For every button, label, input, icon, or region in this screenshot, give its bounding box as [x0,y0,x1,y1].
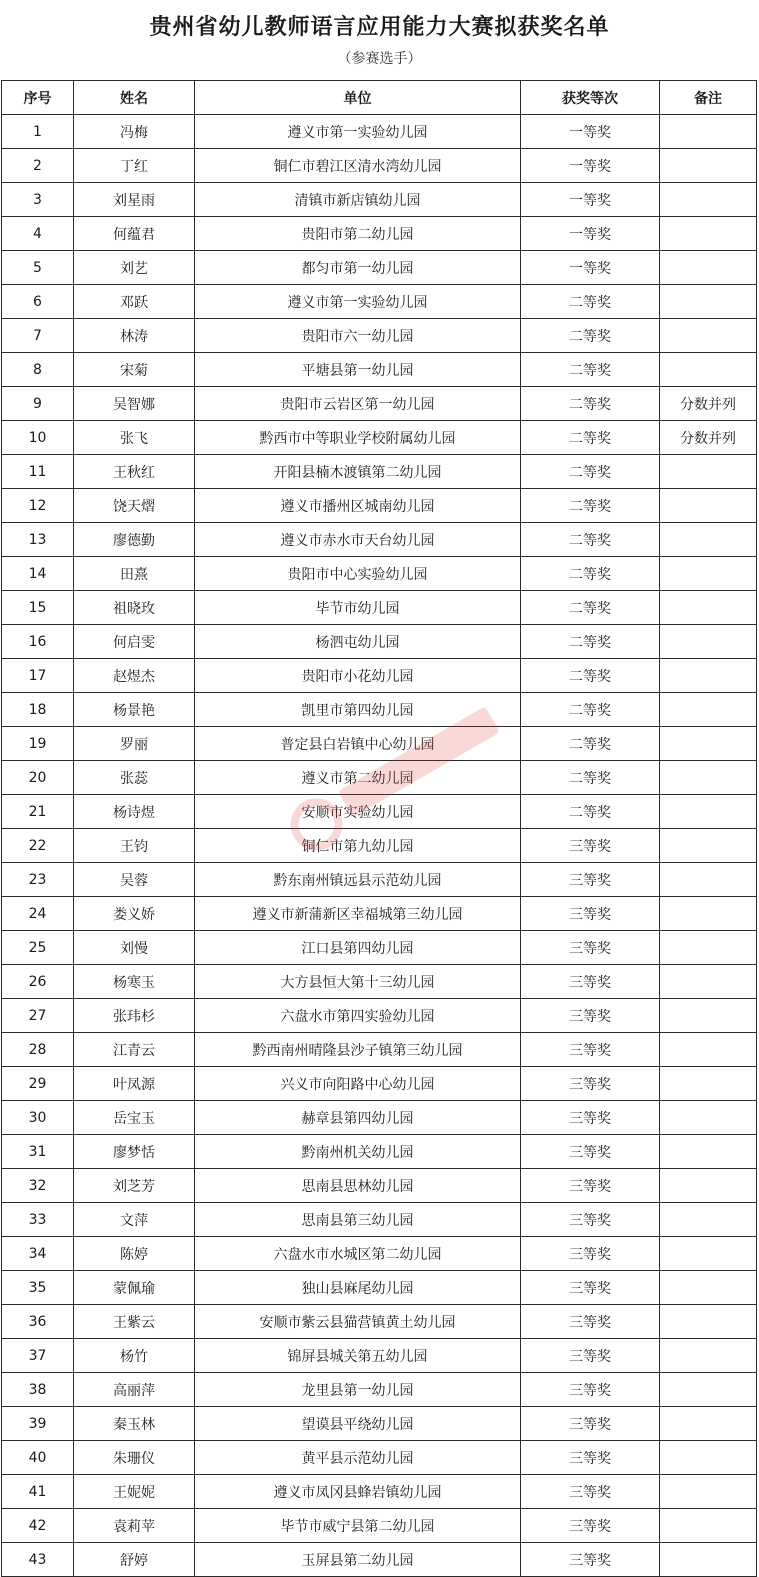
table-row [2,965,757,999]
cell-remark [660,1373,757,1407]
table-row [2,319,757,353]
cell-unit: 开阳县楠木渡镇第二幼儿园 [195,455,521,489]
cell-unit: 贵阳市第二幼儿园 [195,217,521,251]
cell-number: 13 [2,523,74,557]
column-header-unit: 单位 [195,81,521,115]
cell-name: 林涛 [74,319,195,353]
cell-award: 二等奖 [521,693,660,727]
cell-award: 三等奖 [521,999,660,1033]
cell-remark [660,285,757,319]
cell-unit: 黔南州机关幼儿园 [195,1135,521,1169]
cell-remark [660,1509,757,1543]
cell-award: 三等奖 [521,897,660,931]
cell-award: 二等奖 [521,387,660,421]
cell-unit: 独山县麻尾幼儿园 [195,1271,521,1305]
cell-award: 三等奖 [521,1033,660,1067]
cell-name: 张玮杉 [74,999,195,1033]
cell-name: 叶凤源 [74,1067,195,1101]
cell-number: 35 [2,1271,74,1305]
table-row [2,421,757,455]
cell-unit: 杨泗屯幼儿园 [195,625,521,659]
cell-remark [660,999,757,1033]
table-row [2,1475,757,1509]
cell-remark [660,1135,757,1169]
page-subtitle: （参赛选手） [337,51,422,67]
cell-unit: 清镇市新店镇幼儿园 [195,183,521,217]
cell-number: 4 [2,217,74,251]
cell-award: 三等奖 [521,1305,660,1339]
table-row [2,1407,757,1441]
table-row [2,1203,757,1237]
cell-number: 33 [2,1203,74,1237]
cell-name: 朱珊仪 [74,1441,195,1475]
table-row [2,489,757,523]
cell-number: 10 [2,421,74,455]
cell-award: 三等奖 [521,1475,660,1509]
cell-number: 28 [2,1033,74,1067]
cell-name: 丁红 [74,149,195,183]
cell-number: 9 [2,387,74,421]
cell-award: 二等奖 [521,727,660,761]
cell-award: 三等奖 [521,1135,660,1169]
column-header-award: 获奖等次 [521,81,660,115]
cell-name: 刘艺 [74,251,195,285]
column-header-remark: 备注 [660,81,757,115]
cell-number: 32 [2,1169,74,1203]
cell-award: 三等奖 [521,1543,660,1577]
cell-number: 18 [2,693,74,727]
cell-number: 38 [2,1373,74,1407]
cell-award: 三等奖 [521,1373,660,1407]
cell-award: 三等奖 [521,1339,660,1373]
cell-remark [660,829,757,863]
cell-award: 二等奖 [521,489,660,523]
cell-number: 17 [2,659,74,693]
cell-unit: 遵义市凤冈县蜂岩镇幼儿园 [195,1475,521,1509]
cell-unit: 遵义市播州区城南幼儿园 [195,489,521,523]
cell-name: 杨寒玉 [74,965,195,999]
cell-name: 刘慢 [74,931,195,965]
cell-name: 蒙佩瑜 [74,1271,195,1305]
table-row [2,1033,757,1067]
table-row [2,1305,757,1339]
table-row [2,829,757,863]
award-list-table [1,80,757,1577]
table-row [2,1373,757,1407]
cell-name: 娄义娇 [74,897,195,931]
cell-award: 一等奖 [521,217,660,251]
cell-number: 31 [2,1135,74,1169]
table-row [2,523,757,557]
cell-number: 26 [2,965,74,999]
cell-remark [660,217,757,251]
cell-unit: 黔西市中等职业学校附属幼儿园 [195,421,521,455]
cell-name: 秦玉林 [74,1407,195,1441]
cell-award: 一等奖 [521,251,660,285]
cell-award: 三等奖 [521,1441,660,1475]
cell-award: 三等奖 [521,1203,660,1237]
cell-name: 吴蓉 [74,863,195,897]
cell-award: 二等奖 [521,557,660,591]
cell-unit: 普定县白岩镇中心幼儿园 [195,727,521,761]
cell-unit: 贵阳市六一幼儿园 [195,319,521,353]
table-row [2,353,757,387]
cell-remark [660,1339,757,1373]
cell-award: 一等奖 [521,183,660,217]
cell-award: 三等奖 [521,965,660,999]
table-row [2,217,757,251]
table-row [2,999,757,1033]
cell-unit: 都匀市第一幼儿园 [195,251,521,285]
cell-remark [660,353,757,387]
cell-name: 江青云 [74,1033,195,1067]
cell-award: 三等奖 [521,1509,660,1543]
cell-number: 36 [2,1305,74,1339]
table-row [2,149,757,183]
cell-number: 23 [2,863,74,897]
cell-award: 二等奖 [521,455,660,489]
cell-award: 二等奖 [521,319,660,353]
table-row [2,727,757,761]
cell-remark [660,149,757,183]
cell-name: 冯梅 [74,115,195,149]
cell-name: 刘星雨 [74,183,195,217]
table-row [2,455,757,489]
cell-number: 39 [2,1407,74,1441]
cell-remark [660,1543,757,1577]
table-row [2,557,757,591]
cell-unit: 黔西南州晴隆县沙子镇第三幼儿园 [195,1033,521,1067]
cell-award: 三等奖 [521,1101,660,1135]
cell-award: 二等奖 [521,795,660,829]
cell-unit: 铜仁市第九幼儿园 [195,829,521,863]
cell-name: 罗丽 [74,727,195,761]
cell-remark [660,693,757,727]
table-row [2,387,757,421]
cell-name: 杨竹 [74,1339,195,1373]
cell-name: 舒婷 [74,1543,195,1577]
cell-number: 1 [2,115,74,149]
cell-unit: 锦屏县城关第五幼儿园 [195,1339,521,1373]
page-title: 贵州省幼儿教师语言应用能力大赛拟获奖名单 [149,15,610,40]
cell-number: 20 [2,761,74,795]
cell-remark [660,1067,757,1101]
cell-number: 8 [2,353,74,387]
cell-name: 岳宝玉 [74,1101,195,1135]
cell-name: 高丽萍 [74,1373,195,1407]
cell-name: 祖晓玫 [74,591,195,625]
cell-name: 何启雯 [74,625,195,659]
table-row [2,625,757,659]
cell-name: 文萍 [74,1203,195,1237]
cell-name: 杨诗煜 [74,795,195,829]
table-row [2,761,757,795]
table-row [2,1543,757,1577]
table-row [2,897,757,931]
cell-number: 5 [2,251,74,285]
table-row [2,1509,757,1543]
cell-unit: 遵义市第二幼儿园 [195,761,521,795]
cell-unit: 遵义市新蒲新区幸福城第三幼儿园 [195,897,521,931]
cell-number: 41 [2,1475,74,1509]
column-header-name: 姓名 [74,81,195,115]
cell-remark [660,931,757,965]
cell-remark [660,1441,757,1475]
cell-name: 刘芝芳 [74,1169,195,1203]
cell-name: 陈婷 [74,1237,195,1271]
cell-number: 37 [2,1339,74,1373]
cell-name: 王妮妮 [74,1475,195,1509]
cell-unit: 遵义市第一实验幼儿园 [195,115,521,149]
cell-unit: 凯里市第四幼儿园 [195,693,521,727]
cell-unit: 大方县恒大第十三幼儿园 [195,965,521,999]
cell-award: 二等奖 [521,659,660,693]
cell-number: 27 [2,999,74,1033]
cell-unit: 思南县思林幼儿园 [195,1169,521,1203]
cell-number: 2 [2,149,74,183]
cell-remark [660,523,757,557]
cell-remark [660,625,757,659]
cell-unit: 江口县第四幼儿园 [195,931,521,965]
cell-award: 二等奖 [521,625,660,659]
cell-name: 杨景艳 [74,693,195,727]
cell-unit: 铜仁市碧江区清水湾幼儿园 [195,149,521,183]
cell-remark: 分数并列 [660,387,757,421]
cell-number: 3 [2,183,74,217]
cell-unit: 安顺市实验幼儿园 [195,795,521,829]
cell-unit: 黄平县示范幼儿园 [195,1441,521,1475]
cell-number: 11 [2,455,74,489]
cell-number: 29 [2,1067,74,1101]
cell-name: 王钧 [74,829,195,863]
cell-name: 张飞 [74,421,195,455]
cell-award: 二等奖 [521,285,660,319]
cell-award: 三等奖 [521,863,660,897]
cell-unit: 六盘水市第四实验幼儿园 [195,999,521,1033]
cell-name: 张蕊 [74,761,195,795]
cell-remark [660,115,757,149]
cell-number: 6 [2,285,74,319]
cell-unit: 贵阳市中心实验幼儿园 [195,557,521,591]
cell-unit: 赫章县第四幼儿园 [195,1101,521,1135]
cell-remark [660,965,757,999]
cell-unit: 兴义市向阳路中心幼儿园 [195,1067,521,1101]
table-body [2,115,757,1577]
cell-name: 王紫云 [74,1305,195,1339]
cell-unit: 毕节市威宁县第二幼儿园 [195,1509,521,1543]
table-row [2,863,757,897]
table-row [2,285,757,319]
cell-award: 三等奖 [521,1237,660,1271]
cell-number: 14 [2,557,74,591]
cell-unit: 安顺市紫云县猫营镇黄土幼儿园 [195,1305,521,1339]
cell-remark [660,659,757,693]
table-row [2,1441,757,1475]
table-row [2,251,757,285]
cell-remark [660,1101,757,1135]
cell-number: 21 [2,795,74,829]
cell-number: 12 [2,489,74,523]
cell-name: 何蕴君 [74,217,195,251]
cell-award: 三等奖 [521,931,660,965]
cell-remark [660,761,757,795]
cell-award: 三等奖 [521,1271,660,1305]
cell-number: 25 [2,931,74,965]
cell-award: 三等奖 [521,829,660,863]
table-row [2,591,757,625]
table-row [2,1135,757,1169]
cell-name: 宋菊 [74,353,195,387]
cell-award: 二等奖 [521,353,660,387]
table-header-row [2,81,757,115]
cell-name: 袁莉苹 [74,1509,195,1543]
table-row [2,1067,757,1101]
cell-remark [660,1033,757,1067]
cell-name: 廖德勤 [74,523,195,557]
cell-award: 二等奖 [521,523,660,557]
table-row [2,693,757,727]
cell-number: 22 [2,829,74,863]
column-header-number: 序号 [2,81,74,115]
cell-remark [660,795,757,829]
cell-number: 15 [2,591,74,625]
cell-unit: 毕节市幼儿园 [195,591,521,625]
cell-name: 饶天熠 [74,489,195,523]
table-row [2,1169,757,1203]
cell-unit: 龙里县第一幼儿园 [195,1373,521,1407]
cell-unit: 思南县第三幼儿园 [195,1203,521,1237]
cell-unit: 贵阳市小花幼儿园 [195,659,521,693]
cell-award: 二等奖 [521,421,660,455]
cell-number: 30 [2,1101,74,1135]
cell-award: 二等奖 [521,591,660,625]
cell-number: 40 [2,1441,74,1475]
cell-remark [660,897,757,931]
cell-remark [660,489,757,523]
cell-remark [660,1203,757,1237]
cell-unit: 贵阳市云岩区第一幼儿园 [195,387,521,421]
cell-number: 43 [2,1543,74,1577]
cell-unit: 玉屏县第二幼儿园 [195,1543,521,1577]
cell-remark [660,1169,757,1203]
cell-remark [660,1475,757,1509]
cell-unit: 遵义市第一实验幼儿园 [195,285,521,319]
cell-remark [660,557,757,591]
table-row [2,183,757,217]
table-row [2,115,757,149]
cell-unit: 黔东南州镇远县示范幼儿园 [195,863,521,897]
cell-number: 24 [2,897,74,931]
cell-name: 田熹 [74,557,195,591]
cell-award: 三等奖 [521,1407,660,1441]
table-row [2,1271,757,1305]
cell-number: 34 [2,1237,74,1271]
cell-award: 一等奖 [521,115,660,149]
cell-remark: 分数并列 [660,421,757,455]
document-header [0,0,759,80]
cell-remark [660,183,757,217]
cell-name: 赵煜杰 [74,659,195,693]
table-row [2,795,757,829]
cell-award: 一等奖 [521,149,660,183]
table-row [2,1101,757,1135]
cell-remark [660,455,757,489]
cell-number: 19 [2,727,74,761]
cell-number: 7 [2,319,74,353]
cell-unit: 平塘县第一幼儿园 [195,353,521,387]
cell-unit: 望谟县平绕幼儿园 [195,1407,521,1441]
cell-remark [660,1237,757,1271]
cell-remark [660,1271,757,1305]
cell-award: 三等奖 [521,1067,660,1101]
cell-number: 16 [2,625,74,659]
cell-name: 王秋红 [74,455,195,489]
cell-unit: 遵义市赤水市天台幼儿园 [195,523,521,557]
table-row [2,1339,757,1373]
cell-remark [660,591,757,625]
cell-name: 邓跃 [74,285,195,319]
cell-remark [660,863,757,897]
cell-name: 廖梦恬 [74,1135,195,1169]
cell-remark [660,1407,757,1441]
cell-unit: 六盘水市水城区第二幼儿园 [195,1237,521,1271]
cell-award: 三等奖 [521,1169,660,1203]
table-row [2,1237,757,1271]
cell-award: 二等奖 [521,761,660,795]
cell-remark [660,727,757,761]
cell-name: 吴智娜 [74,387,195,421]
cell-remark [660,319,757,353]
table-row [2,931,757,965]
cell-remark [660,1305,757,1339]
cell-remark [660,251,757,285]
cell-number: 42 [2,1509,74,1543]
table-row [2,659,757,693]
